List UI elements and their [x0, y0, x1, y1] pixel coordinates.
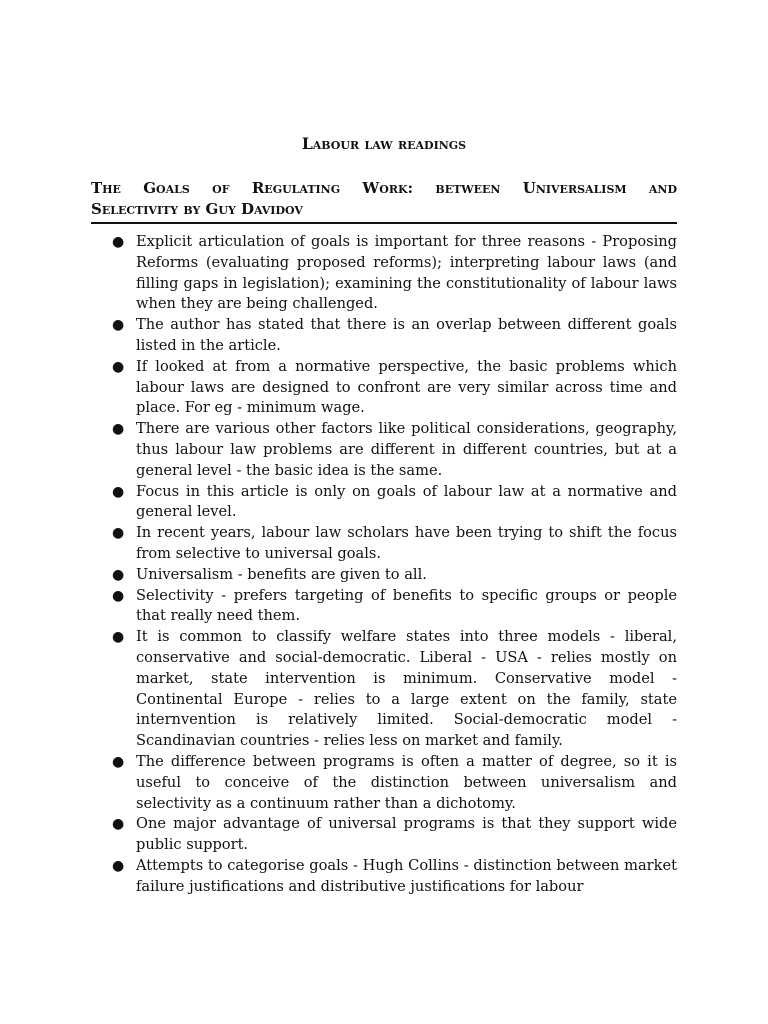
bullet-icon: ● [112, 358, 125, 375]
list-item [91, 586, 677, 628]
note-text: In recent years, labour law scholars have been trying to shift the focus from selective to universal goals. [136, 524, 677, 562]
note-text: If looked at from a normative perspective, the basic problems which labour laws are designed to confront are very similar across time and place. For eg - minimum wage. [136, 357, 677, 417]
list-item [91, 814, 677, 856]
list-item [91, 856, 677, 898]
bullet-icon: ● [112, 629, 125, 646]
note-text: The author has stated that there is an overlap between different goals listed in the article. [136, 316, 677, 354]
list-item [91, 419, 677, 481]
article-heading-line-2: Selectivity by Guy Davidov [91, 200, 303, 218]
bullet-icon: ● [112, 525, 125, 542]
note-text: It is common to classify welfare states into three models - liberal, conservative and social-democratic. Liberal - USA - relies mostly on market, state intervention is minimum. Conservative model - Continental Europe - relies to a large extent on the family, state internvention is relatively limited. Social-democratic model - Scandinavian countries - relies less on market and family. [136, 628, 677, 750]
note-text: One major advantage of universal programs is that they support wide public support. [136, 815, 677, 854]
note-text: Explicit articulation of goals is important for three reasons - Proposing Reforms (evaluating proposed reforms); interpreting labour laws (and filling gaps in legislation); examining the constitutionality of labour laws when they are being challenged. [136, 233, 677, 313]
bullet-icon: ● [112, 857, 125, 874]
bullet-icon: ● [112, 421, 125, 438]
list-item [91, 523, 677, 565]
list-item [91, 357, 677, 419]
list-item [91, 315, 677, 357]
document-title: Labour law readings [301, 134, 467, 153]
list-item [91, 565, 677, 586]
note-text: Focus in this article is only on goals of labour law at a normative and general level. [136, 482, 677, 521]
bullet-icon: ● [112, 566, 125, 583]
list-item [91, 482, 677, 524]
bullet-icon: ● [112, 753, 125, 770]
reading-notes-list [91, 232, 677, 898]
article-heading [91, 178, 677, 224]
bullet-icon: ● [112, 234, 125, 250]
note-text: Attempts to categorise goals - Hugh Collins - distinction between market failure justifications and distributive justifications for labour [136, 856, 677, 895]
bullet-icon: ● [112, 816, 125, 833]
list-item [91, 232, 677, 315]
bullet-icon: ● [112, 587, 125, 604]
bullet-icon: ● [112, 483, 125, 500]
note-text: There are various other factors like political considerations, geography, thus labour law problems are different in different countries, but at a general level - the basic idea is the same. [136, 420, 677, 479]
note-text: The difference between programs is often a matter of degree, so it is useful to conceive of the distinction between universalism and selectivity as a continuum rather than a dichotomy. [136, 752, 677, 812]
list-item [91, 752, 677, 814]
note-text: Selectivity - prefers targeting of benefits to specific groups or people that really need them. [136, 586, 677, 625]
article-heading-line-1: The Goals of Regulating Work: between Universalism and [91, 179, 677, 197]
bullet-icon: ● [112, 317, 125, 334]
note-text: Universalism - benefits are given to all. [136, 565, 427, 583]
list-item [91, 627, 677, 752]
